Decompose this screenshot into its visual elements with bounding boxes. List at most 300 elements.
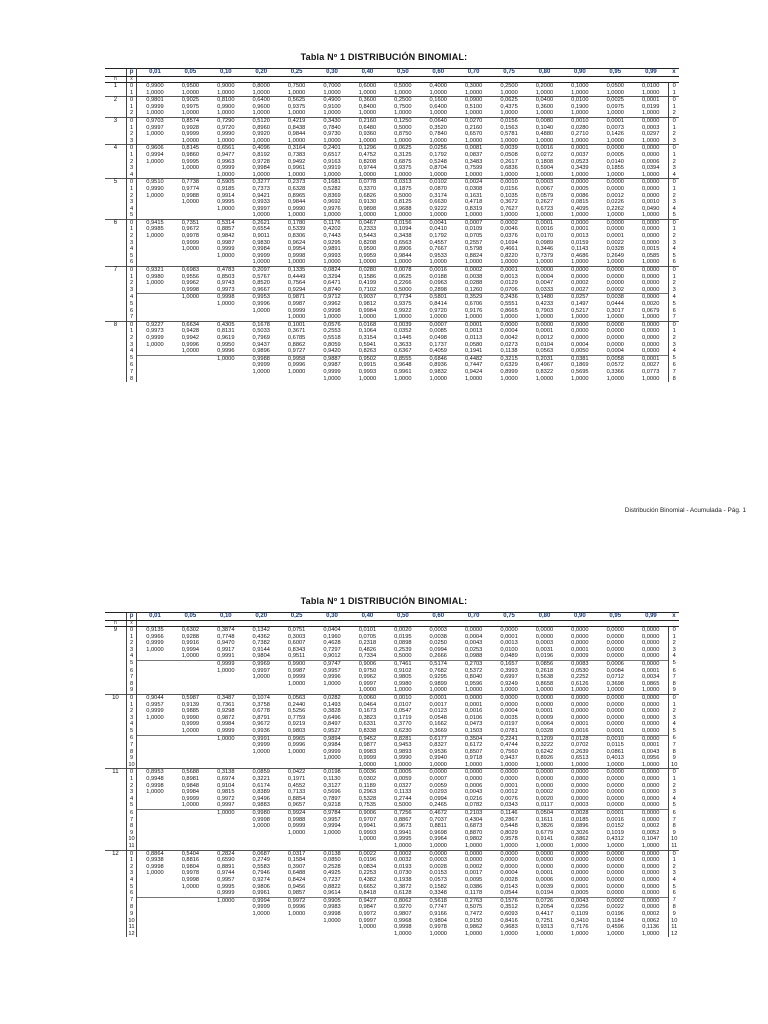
value-cell: 0,0280: [571, 124, 589, 131]
value-cell: 0,9999: [146, 334, 164, 341]
value-cell: [279, 755, 314, 762]
x-right-cell: 1: [669, 328, 679, 335]
x-cell: 0: [126, 321, 136, 328]
value-cell: 0,0004: [571, 341, 589, 348]
value-cell: 0,0028: [562, 810, 597, 817]
value-cell: [244, 755, 279, 762]
value-cell: 0,2097: [244, 267, 279, 274]
value-cell: 0,0058: [598, 355, 633, 362]
value-cell: 0,0000: [571, 776, 589, 783]
value-cell: [137, 836, 173, 843]
value-cell: 0,3370: [358, 185, 377, 192]
value-cell: 0,7747: [429, 904, 447, 911]
value-cell: 1,0000: [173, 294, 208, 301]
value-cell: [173, 762, 208, 769]
value-cell: 0,0000: [535, 782, 554, 789]
value-cell: 0,0563: [279, 694, 314, 701]
value-cell: 0,2553: [323, 328, 341, 335]
value-cell: 1,0000: [146, 714, 164, 721]
x-cell: 3: [126, 287, 136, 294]
prob-header: 0,90: [562, 613, 597, 621]
value-cell: 0,4826: [358, 646, 377, 653]
value-cell: 0,9936: [252, 727, 270, 734]
value-cell: 0,0000: [641, 286, 660, 293]
value-cell: [279, 762, 314, 769]
value-cell: 0,0585: [641, 252, 660, 259]
value-cell: 1,0000: [287, 748, 306, 755]
value-cell: 0,0000: [641, 334, 660, 341]
value-cell: 0,0002: [464, 863, 483, 870]
value-cell: 1,0000: [641, 137, 660, 144]
value-cell: 1,0000: [287, 680, 306, 687]
value-cell: 0,0000: [598, 850, 633, 857]
value-cell: [137, 681, 173, 688]
value-cell: 0,1563: [500, 124, 518, 131]
x-cell: 0: [126, 627, 136, 634]
value-cell: 0,8936: [429, 362, 447, 369]
value-cell: 0,5781: [500, 131, 518, 138]
value-cell: 0,0000: [606, 226, 624, 233]
value-cell: [137, 212, 173, 219]
value-cell: 0,9993: [323, 252, 341, 259]
n-cell: 7: [105, 267, 126, 274]
value-cell: 0,0400: [527, 97, 562, 104]
value-cell: 0,9784: [314, 810, 349, 817]
table-row: [105, 924, 679, 931]
value-cell: 0,0000: [641, 876, 660, 883]
value-cell: [208, 749, 243, 756]
x-right-cell: 2: [669, 708, 679, 715]
value-cell: [314, 836, 349, 843]
table-row: [105, 240, 679, 247]
prob-header: 0,70: [456, 613, 491, 621]
value-cell: [244, 830, 279, 837]
value-cell: 0,9990: [394, 755, 412, 762]
value-cell: 1,0000: [287, 137, 306, 144]
value-cell: 0,0012: [500, 789, 518, 796]
value-cell: [208, 314, 243, 321]
value-cell: 0,0000: [633, 810, 669, 817]
value-cell: 0,3487: [208, 694, 243, 701]
value-cell: 0,3823: [358, 714, 377, 721]
n-cell: [105, 890, 126, 897]
x-cell: 0: [126, 117, 136, 124]
value-cell: 0,8665: [500, 307, 518, 314]
x-cell: 1: [126, 125, 136, 132]
value-cell: 0,9984: [252, 165, 270, 172]
value-cell: 1,0000: [358, 171, 377, 178]
n-cell: [105, 674, 126, 681]
table-row: [105, 911, 679, 918]
value-cell: 1,0000: [287, 110, 306, 117]
value-cell: 0,1808: [535, 158, 554, 165]
value-cell: 1,0000: [323, 137, 341, 144]
value-cell: 1,0000: [146, 89, 164, 96]
value-cell: [137, 749, 173, 756]
table-row: [105, 789, 679, 796]
value-cell: 0,1900: [571, 103, 589, 110]
value-cell: 0,6561: [208, 145, 243, 152]
table-row: [105, 715, 679, 722]
value-cell: 0,9150: [464, 917, 483, 924]
value-cell: 0,0199: [641, 103, 660, 110]
value-cell: [173, 810, 208, 817]
value-cell: 0,9883: [252, 802, 270, 809]
value-cell: 0,4312: [606, 836, 624, 843]
value-cell: 0,0043: [562, 897, 597, 904]
value-cell: 0,5767: [252, 273, 270, 280]
value-cell: 0,5339: [287, 226, 306, 233]
value-cell: 0,6367: [394, 348, 412, 355]
n-cell: [105, 104, 126, 111]
value-cell: 1,0000: [181, 883, 200, 890]
value-cell: 0,9999: [181, 239, 200, 246]
value-cell: 0,3154: [358, 334, 377, 341]
x-right-cell: 2: [669, 280, 679, 287]
value-cell: 0,2253: [358, 870, 377, 877]
x-cell: 7: [126, 369, 136, 376]
table-row: [105, 776, 679, 783]
value-cell: 0,0001: [527, 219, 562, 226]
value-cell: [244, 931, 279, 938]
value-cell: 0,0028: [500, 876, 518, 883]
value-cell: 0,9270: [394, 904, 412, 911]
value-cell: 0,9872: [217, 714, 235, 721]
value-cell: 0,5696: [323, 789, 341, 796]
n-cell: 5: [105, 179, 126, 186]
value-cell: 0,7840: [429, 131, 447, 138]
x-right-cell: 4: [669, 877, 679, 884]
value-cell: 0,0706: [500, 286, 518, 293]
value-cell: 0,9614: [323, 890, 341, 897]
value-cell: 0,8891: [217, 863, 235, 870]
value-cell: 1,0000: [606, 314, 624, 321]
value-cell: 0,0530: [571, 667, 589, 674]
value-cell: 0,0025: [598, 97, 633, 104]
x-cell: 6: [126, 810, 136, 817]
value-cell: 0,0195: [394, 633, 412, 640]
value-cell: 0,0523: [571, 158, 589, 165]
value-cell: 0,9998: [146, 863, 164, 870]
x-cell: 7: [126, 897, 136, 904]
value-cell: [137, 897, 173, 904]
value-cell: 1,0000: [500, 375, 518, 382]
value-cell: 0,9990: [217, 131, 235, 138]
value-cell: 0,0000: [606, 714, 624, 721]
value-cell: 0,9999: [287, 307, 306, 314]
table-row: [105, 890, 679, 897]
value-cell: 1,0000: [464, 259, 483, 266]
value-cell: 0,0016: [571, 727, 589, 734]
value-cell: 0,3366: [606, 368, 624, 375]
value-cell: 0,0016: [606, 816, 624, 823]
value-cell: 0,5941: [358, 341, 377, 348]
value-cell: 0,0000: [633, 850, 669, 857]
value-cell: [137, 172, 173, 179]
n-cell: [105, 789, 126, 796]
n-cell: [105, 362, 126, 369]
value-cell: 0,3410: [571, 917, 589, 924]
value-cell: 0,6570: [464, 131, 483, 138]
value-cell: 0,9600: [252, 103, 270, 110]
value-cell: 0,0580: [464, 341, 483, 348]
value-cell: 0,9500: [173, 83, 208, 90]
table-row: [105, 280, 679, 287]
value-cell: 0,0001: [421, 694, 456, 701]
x-cell: 4: [126, 172, 136, 179]
value-cell: 0,9985: [146, 226, 164, 233]
value-cell: 0,0250: [429, 640, 447, 647]
value-cell: 0,0000: [571, 789, 589, 796]
value-cell: 1,0000: [358, 212, 377, 219]
value-cell: 0,0376: [500, 233, 518, 240]
x-cell: 4: [126, 348, 136, 355]
table-row: [105, 755, 679, 762]
value-cell: 1,0000: [323, 375, 341, 382]
value-cell: 0,2318: [358, 640, 377, 647]
value-cell: 0,2401: [314, 145, 349, 152]
x-right-cell: 8: [669, 749, 679, 756]
table-row: [105, 884, 679, 891]
value-cell: 1,0000: [358, 836, 377, 843]
value-cell: 1,0000: [606, 212, 624, 219]
value-cell: 0,9667: [252, 286, 270, 293]
value-cell: 0,2557: [464, 239, 483, 246]
table-row: [105, 335, 679, 342]
header-row: [105, 613, 679, 621]
value-cell: 1,0000: [641, 89, 660, 96]
value-cell: [208, 362, 243, 369]
value-cell: 0,0712: [606, 674, 624, 681]
value-cell: 0,0000: [606, 334, 624, 341]
x-right-cell: 6: [669, 668, 679, 675]
value-cell: 0,1971: [287, 776, 306, 783]
value-cell: 0,9978: [181, 870, 200, 877]
value-cell: 0,0000: [421, 769, 456, 776]
x-cell: 5: [126, 212, 136, 219]
x-cell: 10: [126, 918, 136, 925]
value-cell: 0,9728: [252, 158, 270, 165]
value-cell: 0,9421: [252, 192, 270, 199]
x-right-cell: 2: [669, 640, 679, 647]
value-cell: 0,0042: [500, 334, 518, 341]
value-cell: 0,9962: [358, 674, 377, 681]
value-cell: 0,0003: [527, 179, 562, 186]
table-row: [105, 212, 679, 219]
value-cell: 0,0000: [562, 179, 597, 186]
value-cell: 0,3222: [535, 742, 554, 749]
value-cell: 1,0000: [181, 199, 200, 206]
x-right-cell: 12: [669, 931, 679, 938]
value-cell: [137, 884, 173, 891]
value-cell: 0,8999: [500, 368, 518, 375]
value-cell: 0,0041: [421, 219, 456, 226]
value-cell: 1,0000: [606, 930, 624, 937]
value-cell: 1,0000: [606, 171, 624, 178]
table-row: [105, 857, 679, 864]
value-cell: 0,0013: [500, 273, 518, 280]
table-row: [105, 348, 679, 355]
value-cell: 0,0000: [641, 904, 660, 911]
x-right-cell: 3: [669, 138, 679, 145]
value-cell: 0,0576: [314, 321, 349, 328]
value-cell: 0,8338: [358, 727, 377, 734]
value-cell: 0,9999: [217, 165, 235, 172]
value-cell: 0,1503: [464, 727, 483, 734]
x-right-cell: 5: [669, 355, 679, 362]
value-cell: 0,8369: [323, 192, 341, 199]
value-cell: 0,8555: [385, 355, 420, 362]
value-cell: [279, 931, 314, 938]
value-cell: 0,0009: [535, 714, 554, 721]
value-cell: 0,0003: [421, 627, 456, 634]
value-cell: 0,0473: [464, 721, 483, 728]
value-cell: 0,0000: [641, 714, 660, 721]
value-cell: 1,0000: [641, 212, 660, 219]
value-cell: 0,9996: [287, 362, 306, 369]
value-cell: 0,9994: [323, 823, 341, 830]
value-cell: 0,9885: [181, 708, 200, 715]
x-right-cell: 0: [669, 145, 679, 152]
value-cell: 0,6630: [429, 199, 447, 206]
value-cell: 0,1176: [314, 219, 349, 226]
value-cell: 0,9999: [217, 727, 235, 734]
prob-header: 0,01: [137, 69, 173, 77]
x-cell: 6: [126, 308, 136, 315]
value-cell: 1,0000: [429, 137, 447, 144]
value-cell: 0,9965: [279, 735, 314, 742]
value-cell: 1,0000: [464, 212, 483, 219]
value-cell: 0,0032: [394, 857, 412, 864]
value-cell: 0,9673: [394, 823, 412, 830]
value-cell: 0,0000: [456, 850, 491, 857]
value-cell: 0,0000: [641, 653, 660, 660]
table-row: [105, 97, 679, 104]
value-cell: 0,0861: [606, 748, 624, 755]
value-cell: [137, 369, 173, 376]
value-cell: 0,9984: [252, 246, 270, 253]
value-cell: 0,0280: [350, 267, 385, 274]
value-cell: 0,1678: [244, 321, 279, 328]
value-cell: 0,0000: [491, 769, 526, 776]
value-cell: 0,4552: [287, 782, 306, 789]
value-cell: 0,0837: [464, 151, 483, 158]
value-cell: 1,0000: [323, 110, 341, 117]
value-cell: 0,0000: [527, 850, 562, 857]
value-cell: 0,9983: [323, 904, 341, 911]
value-cell: 0,9896: [252, 348, 270, 355]
value-cell: 0,0751: [279, 627, 314, 634]
value-cell: 0,7897: [323, 795, 341, 802]
x-cell: 3: [126, 165, 136, 172]
value-cell: 1,0000: [181, 802, 200, 809]
x-cell: 9: [126, 687, 136, 694]
value-cell: 0,3125: [394, 151, 412, 158]
value-cell: 0,9995: [394, 836, 412, 843]
value-cell: 0,9891: [323, 246, 341, 253]
value-cell: 1,0000: [535, 89, 554, 96]
value-cell: 0,1001: [279, 321, 314, 328]
value-cell: [244, 918, 279, 925]
value-cell: 0,0067: [535, 185, 554, 192]
value-cell: 0,8343: [287, 646, 306, 653]
value-cell: 0,9453: [394, 742, 412, 749]
value-cell: 0,9502: [350, 355, 385, 362]
value-cell: 0,0001: [571, 226, 589, 233]
value-cell: 1,0000: [429, 171, 447, 178]
value-cell: 0,9750: [358, 667, 377, 674]
x-right-cell: 8: [669, 376, 679, 383]
value-cell: 0,0000: [606, 640, 624, 647]
value-cell: 0,6328: [287, 185, 306, 192]
value-cell: 0,0000: [571, 701, 589, 708]
value-cell: 0,4967: [535, 362, 554, 369]
x-cell: 2: [126, 110, 136, 117]
value-cell: 0,7564: [287, 280, 306, 287]
x-right-cell: 4: [669, 348, 679, 355]
prob-header: 0,25: [279, 69, 314, 77]
value-cell: 1,0000: [323, 259, 341, 266]
value-cell: 0,0038: [598, 294, 633, 301]
value-cell: 0,0504: [527, 810, 562, 817]
value-cell: 1,0000: [323, 212, 341, 219]
value-cell: 1,0000: [394, 843, 412, 849]
value-cell: 0,9832: [429, 368, 447, 375]
value-cell: [208, 674, 243, 681]
x-right-cell: 7: [669, 314, 679, 321]
value-cell: [173, 890, 208, 897]
value-cell: 0,4557: [429, 239, 447, 246]
value-cell: 0,5404: [173, 850, 208, 857]
value-cell: 1,0000: [358, 110, 377, 117]
value-cell: 0,0022: [606, 904, 624, 911]
value-cell: 0,9963: [217, 158, 235, 165]
value-cell: 1,0000: [146, 789, 164, 796]
value-cell: 0,1094: [394, 226, 412, 233]
value-cell: 0,4382: [358, 876, 377, 883]
value-cell: 0,0000: [606, 863, 624, 870]
value-cell: [137, 796, 173, 803]
value-cell: 0,5518: [323, 334, 341, 341]
value-cell: 0,1631: [464, 192, 483, 199]
value-cell: 0,9920: [252, 131, 270, 138]
page-title: Tabla Nº 1 DISTRIBUCIÓN BINOMIAL:: [300, 596, 468, 606]
value-cell: 0,9990: [146, 185, 164, 192]
value-cell: 1,0000: [358, 687, 377, 694]
table-row: [105, 328, 679, 335]
value-cell: 0,0498: [429, 334, 447, 341]
value-cell: 0,4752: [358, 151, 377, 158]
value-cell: 1,0000: [358, 924, 377, 931]
x-cell: 2: [126, 783, 136, 790]
x-right-cell: 0: [669, 694, 679, 701]
value-cell: 0,4219: [279, 117, 314, 124]
value-cell: [314, 687, 349, 694]
x-right-cell: 1: [669, 226, 679, 233]
x-cell: 0: [126, 694, 136, 701]
x-right-cell: 9: [669, 755, 679, 762]
value-cell: 0,7000: [314, 83, 349, 90]
value-cell: 0,2500: [385, 97, 420, 104]
value-cell: 0,3164: [279, 145, 314, 152]
value-cell: 1,0000: [252, 259, 270, 266]
value-cell: [137, 918, 173, 925]
table-row: [105, 294, 679, 301]
value-cell: 0,9424: [464, 368, 483, 375]
value-cell: 0,0579: [535, 192, 554, 199]
value-cell: [137, 877, 173, 884]
value-cell: 0,0002: [641, 823, 660, 830]
